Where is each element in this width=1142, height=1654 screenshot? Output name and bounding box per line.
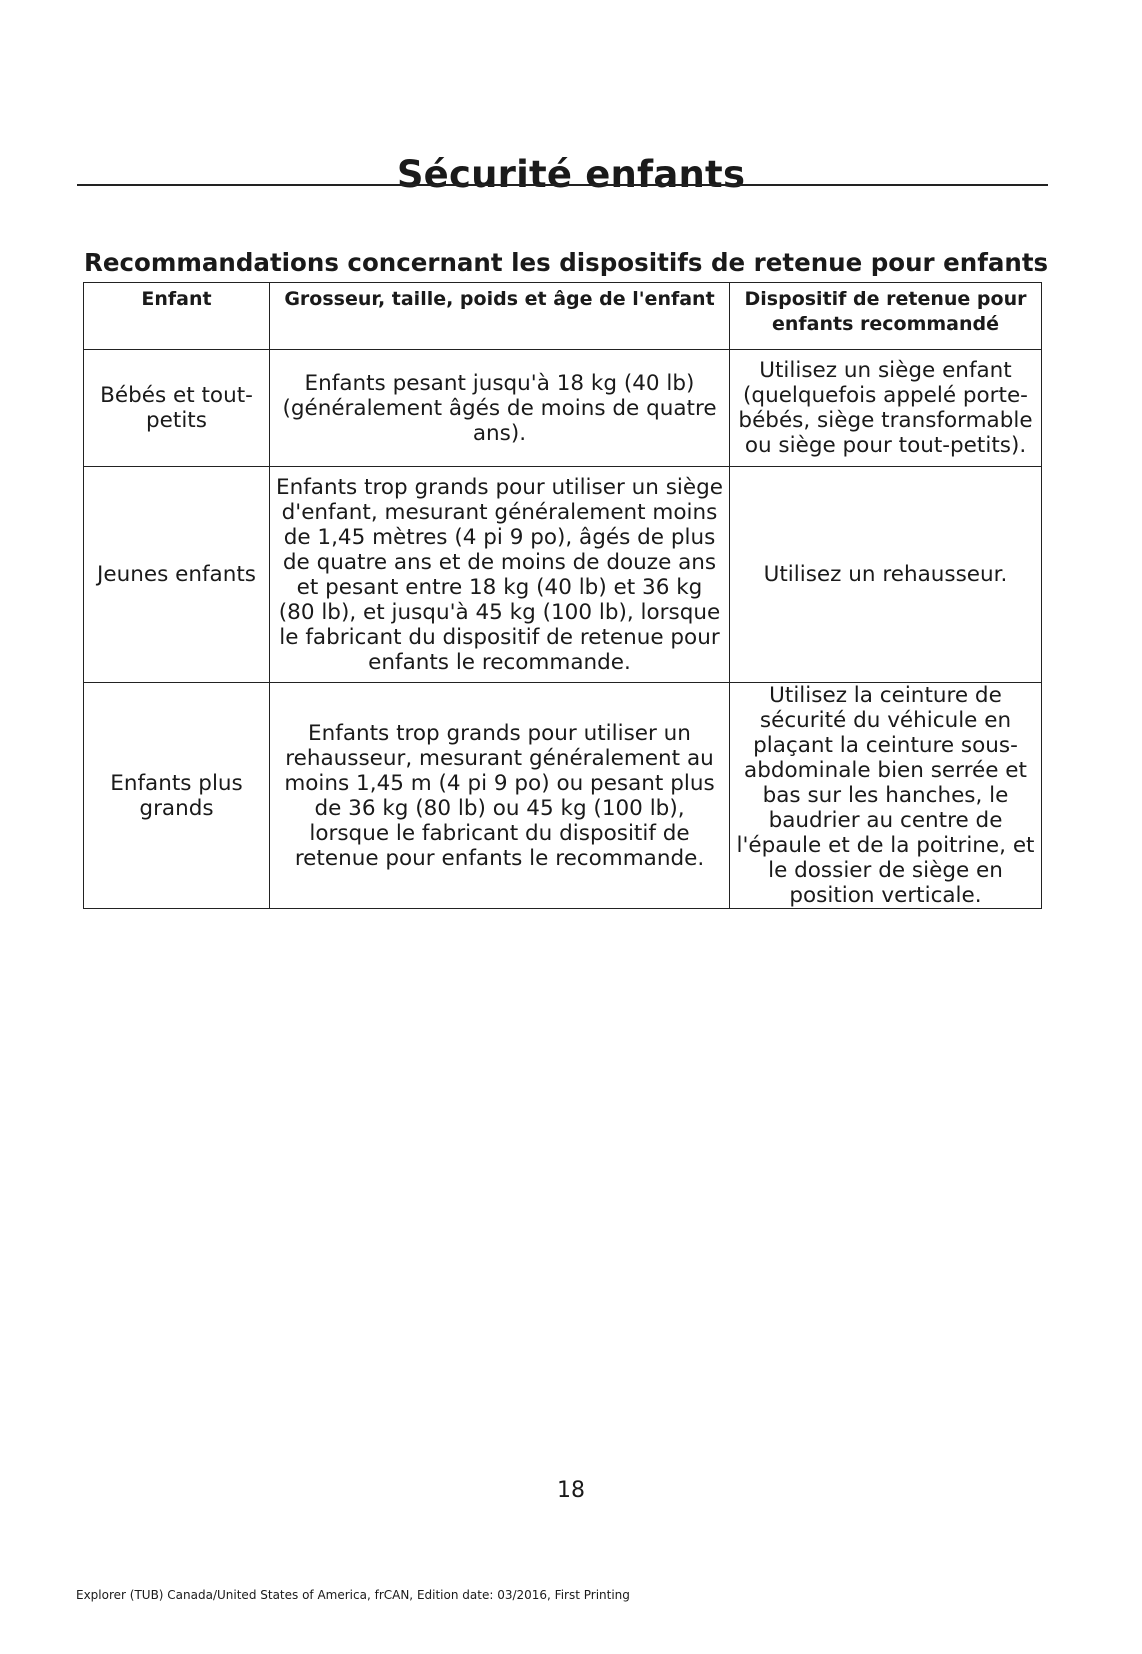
cell-description: Enfants pesant jusqu'à 18 kg (40 lb) (généralement âgés de moins de quatre ans). bbox=[270, 350, 730, 467]
cell-dispositif: Utilisez un rehausseur. bbox=[730, 467, 1042, 683]
recommendation-table bbox=[83, 282, 1042, 909]
cell-enfant: Enfants plus grands bbox=[84, 683, 270, 909]
cell-dispositif: Utilisez la ceinture de sécurité du véhicule en plaçant la ceinture sous-abdominale bien serrée et bas sur les hanches, le baudrier au centre de l'épaule et de la poitrine, et le dossier de siège en position verticale. bbox=[730, 683, 1042, 909]
section-heading: Recommandations concernant les dispositifs de retenue pour enfants bbox=[84, 248, 1049, 278]
cell-dispositif: Utilisez un siège enfant (quelquefois appelé porte-bébés, siège transformable ou siège pour tout-petits). bbox=[730, 350, 1042, 467]
column-header-dispositif: Dispositif de retenue pour enfants recommandé bbox=[730, 283, 1042, 350]
table-row bbox=[84, 350, 1042, 467]
page-title: Sécurité enfants bbox=[396, 152, 746, 196]
column-header-description: Grosseur, taille, poids et âge de l'enfant bbox=[270, 283, 730, 350]
cell-enfant: Bébés et tout-petits bbox=[84, 350, 270, 467]
cell-enfant: Jeunes enfants bbox=[84, 467, 270, 683]
page-number: 18 bbox=[557, 1478, 585, 1503]
cell-description: Enfants trop grands pour utiliser un rehausseur, mesurant généralement au moins 1,45 m (4 pi 9 po) ou pesant plus de 36 kg (80 lb) ou 45 kg (100 lb), lorsque le fabricant du dispositif de retenue pour enfants le recommande. bbox=[270, 683, 730, 909]
table-header-row bbox=[84, 283, 1042, 350]
table-row bbox=[84, 467, 1042, 683]
title-divider bbox=[77, 184, 1048, 186]
cell-description: Enfants trop grands pour utiliser un siège d'enfant, mesurant généralement moins de 1,45 mètres (4 pi 9 po), âgés de plus de quatre ans et de moins de douze ans et pesant entre 18 kg (40 lb) et 36 kg (80 lb), et jusqu'à 45 kg (100 lb), lorsque le fabricant du dispositif de retenue pour enfants le recommande. bbox=[270, 467, 730, 683]
footer-edition-note: Explorer (TUB) Canada/United States of America, frCAN, Edition date: 03/2016, First Printing bbox=[76, 1588, 630, 1602]
table-row bbox=[84, 683, 1042, 909]
column-header-enfant: Enfant bbox=[84, 283, 270, 350]
